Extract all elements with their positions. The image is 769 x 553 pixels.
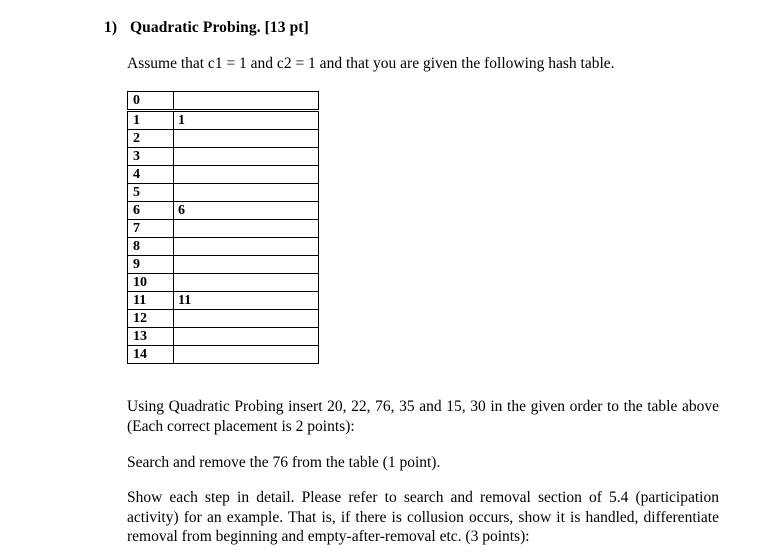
table-row: [128, 220, 319, 238]
slot-value: [174, 238, 319, 256]
table-row: [128, 184, 319, 202]
slot-index: 0: [128, 92, 174, 111]
slot-value: [174, 184, 319, 202]
slot-value: [174, 148, 319, 166]
table-row: [128, 310, 319, 328]
slot-value: [174, 220, 319, 238]
question-heading: [104, 19, 309, 37]
table-row: [128, 256, 319, 274]
slot-value: 11: [174, 292, 319, 310]
slot-index: 8: [128, 238, 174, 256]
slot-value: [174, 166, 319, 184]
table-row: [128, 92, 319, 111]
table-row: [128, 130, 319, 148]
slot-index: 1: [128, 111, 174, 130]
question-number: 1): [104, 19, 118, 36]
slot-value: [174, 310, 319, 328]
slot-value: [174, 346, 319, 364]
intro-text: Assume that c1 = 1 and c2 = 1 and that you are given the following hash table.: [127, 55, 615, 72]
slot-value: [174, 328, 319, 346]
slot-index: 4: [128, 166, 174, 184]
table-row: [128, 111, 319, 130]
slot-value: [174, 274, 319, 292]
table-row: [128, 292, 319, 310]
table-row: [128, 274, 319, 292]
slot-index: 9: [128, 256, 174, 274]
slot-index: 11: [128, 292, 174, 310]
slot-value: 6: [174, 202, 319, 220]
slot-index: 2: [128, 130, 174, 148]
slot-value: 1: [174, 111, 319, 130]
slot-index: 6: [128, 202, 174, 220]
hash-table: [127, 91, 319, 364]
slot-index: 5: [128, 184, 174, 202]
slot-index: 12: [128, 310, 174, 328]
slot-value: [174, 130, 319, 148]
slot-index: 13: [128, 328, 174, 346]
insert-instruction: Using Quadratic Probing insert 20, 22, 76, 35 and 15, 30 in the given order to the table above (Each correct placement is 2 points):: [127, 398, 719, 435]
table-row: [128, 148, 319, 166]
question-title: Quadratic Probing. [13 pt]: [129, 19, 309, 36]
slot-index: 3: [128, 148, 174, 166]
table-row: [128, 346, 319, 364]
detail-instruction: Show each step in detail. Please refer to search and removal section of 5.4 (participation activity) for an example. That is, if there is collusion occurs, show it is handled, differentiate removal from beginning and empty-after-removal etc. (3 points):: [127, 489, 719, 545]
slot-value: [174, 92, 319, 111]
slot-index: 14: [128, 346, 174, 364]
slot-value: [174, 256, 319, 274]
slot-index: 10: [128, 274, 174, 292]
table-row: [128, 238, 319, 256]
table-row: [128, 202, 319, 220]
remove-instruction: Search and remove the 76 from the table (1 point).: [127, 454, 441, 471]
table-row: [128, 328, 319, 346]
table-row: [128, 166, 319, 184]
slot-index: 7: [128, 220, 174, 238]
